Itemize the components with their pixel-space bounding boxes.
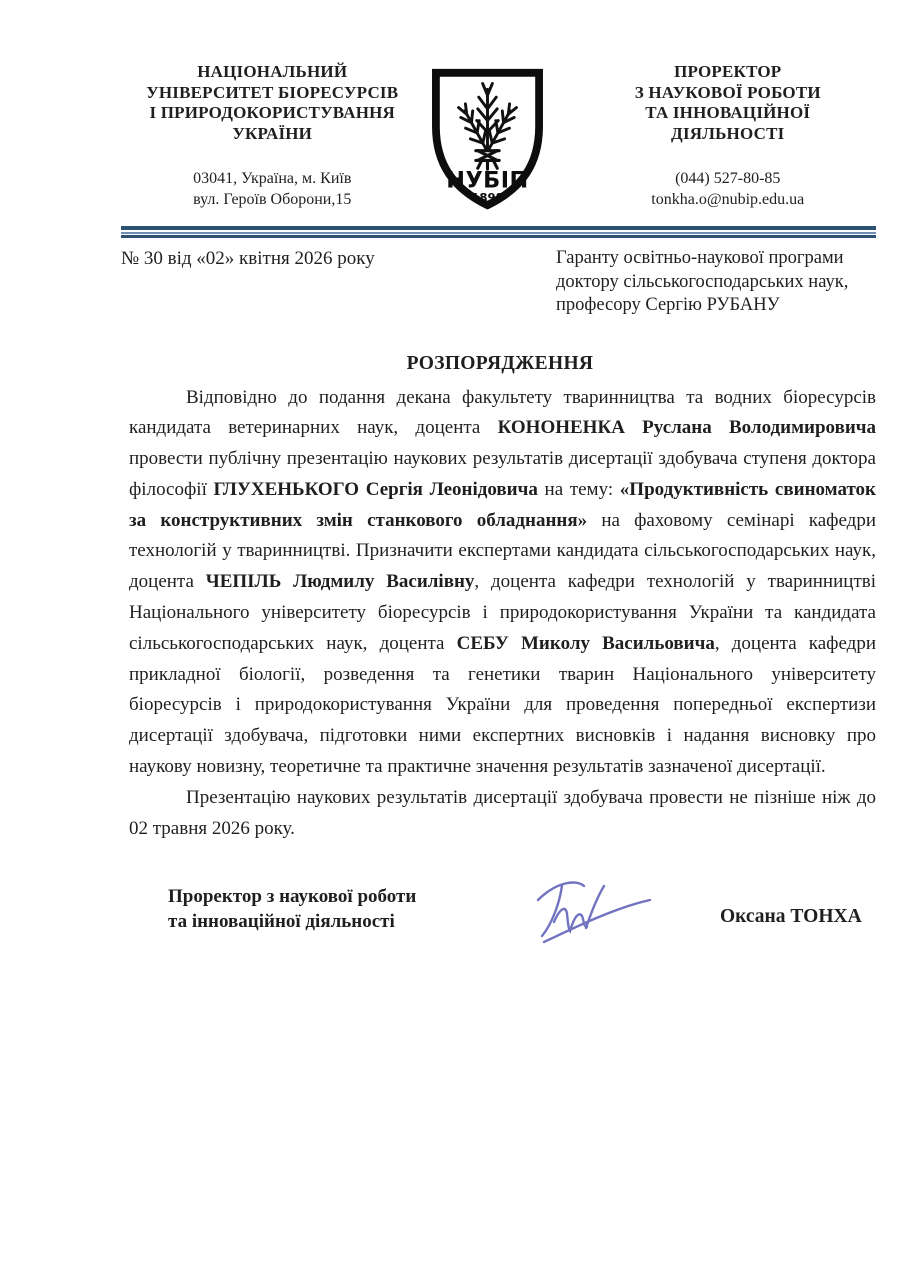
university-name-line: І ПРИРОДОКОРИСТУВАННЯ — [149, 103, 396, 122]
office-contacts — [580, 168, 877, 212]
office-title-line: ТА ІННОВАЦІЙНОЇ — [645, 103, 811, 122]
reference-row — [121, 247, 876, 318]
signature-block — [168, 884, 876, 954]
signatory-name: Оксана ТОНХА — [720, 906, 862, 928]
logo-founding-year: 1898 — [470, 190, 504, 205]
office-title — [580, 62, 877, 144]
email-address: tonkha.o@nubip.edu.ua — [651, 191, 805, 208]
university-logo — [425, 62, 550, 212]
university-address — [124, 168, 421, 212]
addressee-line: професору Сергію РУБАНУ — [556, 295, 780, 315]
addressee-block — [556, 247, 876, 318]
office-title-line: ДІЯЛЬНОСТІ — [671, 123, 785, 143]
address-line: 03041, Україна, м. Київ — [193, 170, 352, 187]
university-name-line: УНІВЕРСИТЕТ БІОРЕСУРСІВ — [146, 82, 399, 102]
handwritten-signature-icon — [518, 870, 668, 954]
office-title-line: ПРОРЕКТОР — [674, 62, 782, 81]
university-name-line: НАЦІОНАЛЬНИЙ — [197, 62, 348, 81]
signatory-position — [168, 884, 430, 934]
header-divider — [121, 226, 876, 238]
reference-number: № 30 від «02» квітня 2026 року — [121, 248, 375, 269]
university-name-line: УКРАЇНИ — [232, 123, 313, 143]
logo-abbreviation: НУБІП — [445, 167, 529, 194]
phone-number: (044) 527-80-85 — [675, 170, 781, 187]
letterhead-right-column — [550, 62, 877, 212]
body-paragraph-2: Презентацію наукових результатів дисертації здобувача провести не пізніше ніж до 02 травня 2026 року. — [129, 786, 876, 839]
letterhead-left-column — [124, 62, 425, 212]
address-line: вул. Героїв Оборони,15 — [193, 191, 352, 208]
addressee-line: Гаранту освітньо-наукової програми — [556, 248, 844, 268]
office-title-line: З НАУКОВОЇ РОБОТИ — [634, 82, 821, 102]
shield-emblem-icon — [425, 66, 550, 212]
letterhead — [0, 0, 904, 212]
document-title: РОЗПОРЯДЖЕННЯ — [406, 352, 594, 374]
signatory-position-line: Проректор з наукової роботи — [168, 886, 417, 908]
addressee-line: доктору сільськогосподарських наук, — [556, 271, 849, 292]
divider-line-bottom — [121, 235, 876, 238]
signatory-position-line: та інноваційної діяльності — [168, 911, 395, 933]
university-name — [124, 62, 421, 144]
body-paragraph-1: Відповідно до подання декана факультету тваринництва та водних біоресурсів кандидата ветеринарних наук, доцента КОНОНЕНКА Руслана Володимировича провести публічну презентацію наукових результатів дисертації здобувача ступеня доктора філософії ГЛУХЕНЬКОГО Сергія Леонідовича на тему: «Продуктивність свиноматок за конструктивних змін станкового обладнання» на фаховому семінарі кафедри технологій у тваринництві. Призначити експертами кандидата сільськогосподарських наук, доцента ЧЕПІЛЬ Людмилу Василівну, доцента кафедри технологій у тваринництві Національного університету біоресурсів і природокористування України та кандидата сільськогосподарських наук, доцента СЕБУ Миколу Васильовича, доцента кафедри прикладної біології, розведення та генетики тварин Національного університету біоресурсів і природокористування України для проведення попередньої експертизи дисертації здобувача, підготовки ними експертних висновків і надання висновку про наукову новизну, теоретичне та практичне значення результатів зазначеної дисертації. — [129, 386, 876, 778]
